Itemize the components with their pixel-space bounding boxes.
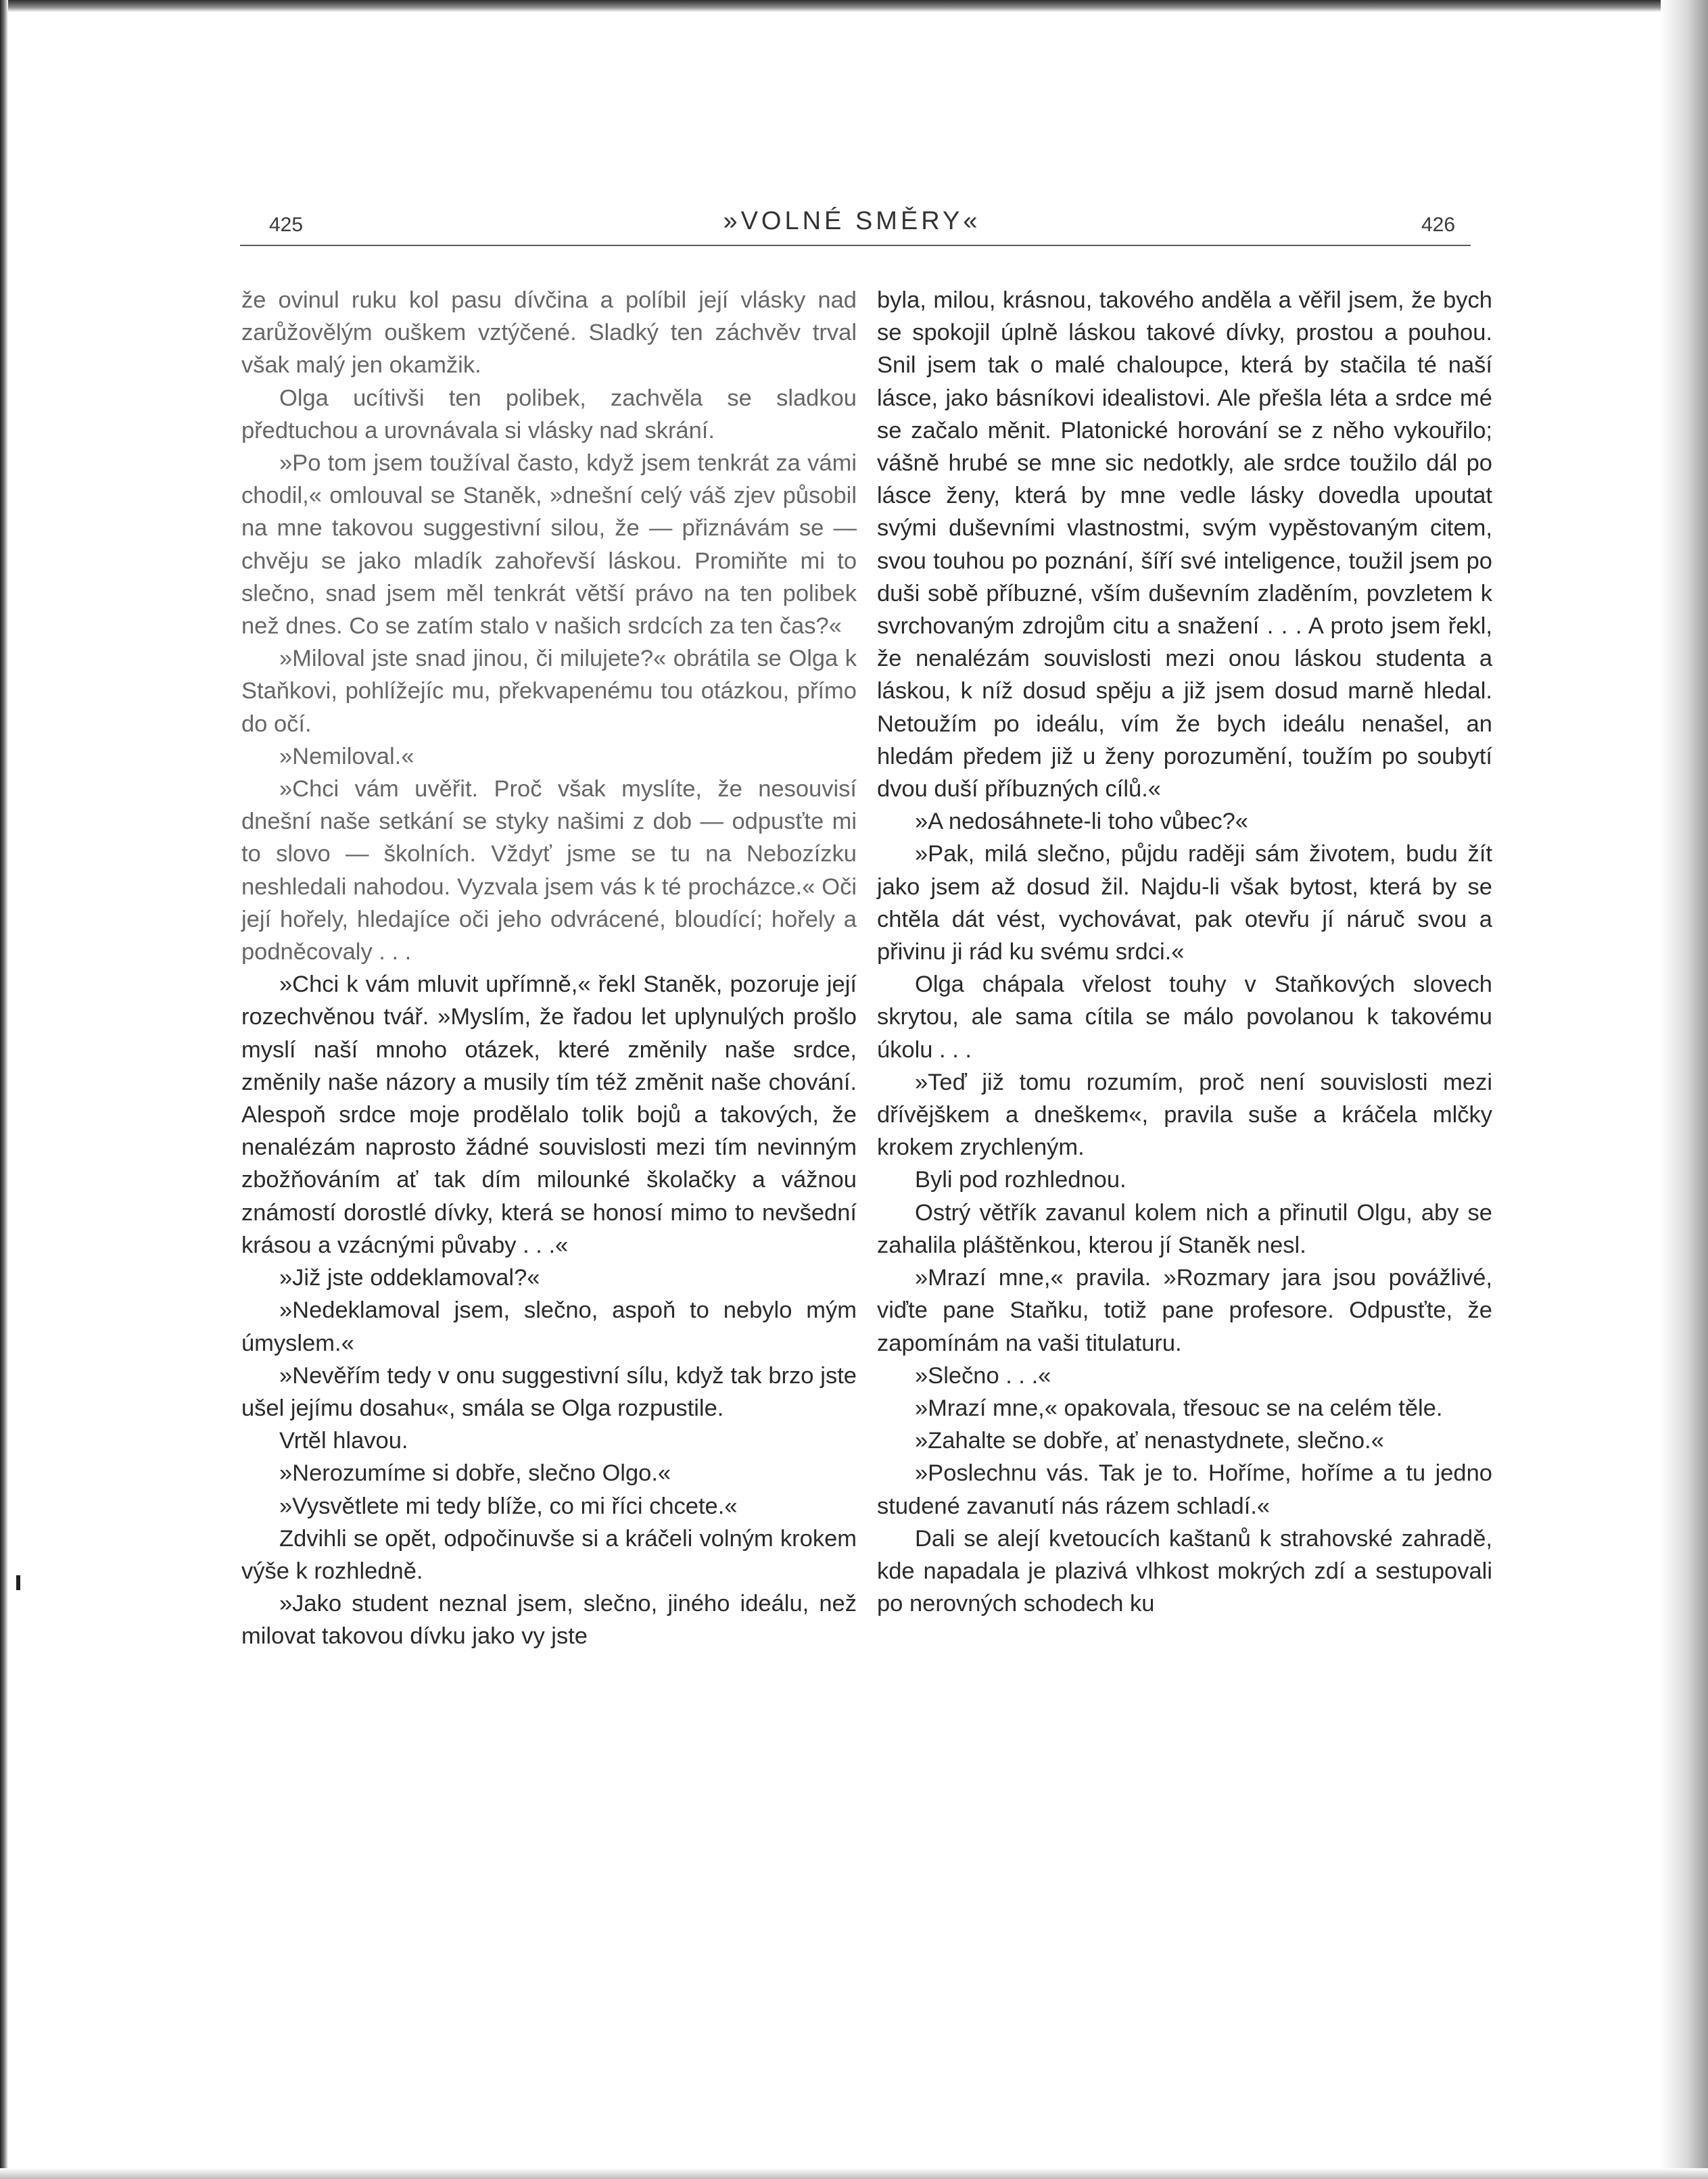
scan-top-edge bbox=[0, 0, 1708, 12]
paragraph: »Mrazí mne,« opakovala, třesouc se na celém těle. bbox=[915, 1395, 1443, 1421]
paragraph: »Jako student neznal jsem, slečno, jiného ideálu, než milovat takovou dívku jako vy jste bbox=[241, 1591, 857, 1650]
paragraph: Olga chápala vřelost touhy v Staňkových slovech skrytou, ale sama cítila se málo povolanou k takovému úkolu . . . bbox=[877, 972, 1492, 1063]
scan-left-edge bbox=[0, 0, 8, 2179]
paragraph: »Chci vám uvěřit. Proč však myslíte, že nesouvisí dnešní naše setkání se styky našimi z dob — odpusťte mi to slovo — školních. Vždyť jsme se tu na Nebozízku neshledali nahodou. Vyzvala jsem vás k té procházce.« Oči její hořely, hledajíce oči jeho odvrácené, bloudící; hořely a podněcovaly . . . bbox=[241, 776, 857, 965]
paragraph: »Nerozumíme si dobře, slečno Olgo.« bbox=[279, 1460, 671, 1487]
paragraph: »Po tom jsem toužíval často, když jsem tenkrát za vámi chodil,« omlouval se Staněk, »dnešní celý váš zjev působil na mne takovou suggestivní silou, že — přiznávám se — chvěju se jako mladík zahořevší láskou. Promiňte mi to slečno, snad jsem měl tenkrát větší právo na ten polibek než dnes. Co se zatím stalo v našich srdcích za ten čas?« bbox=[241, 450, 857, 640]
paragraph: »Již jste oddeklamoval?« bbox=[279, 1265, 540, 1291]
paragraph: »Mrazí mne,« pravila. »Rozmary jara jsou povážlivé, viďte pane Staňku, totiž pane profesore. Odpusťte, že zapomínám na vaši titulaturu. bbox=[877, 1265, 1492, 1356]
paragraph: že ovinul ruku kol pasu dívčina a políbil její vlásky nad zarůžovělým ouškem vztýčené. Sladký ten záchvěv trval však malý jen okamžik. bbox=[241, 287, 857, 379]
paragraph: »Zahalte se dobře, ať nenastydnete, slečno.« bbox=[915, 1428, 1384, 1454]
paragraph: »Nedeklamoval jsem, slečno, aspoň to nebylo mým úmyslem.« bbox=[241, 1297, 857, 1356]
paragraph: Olga ucítivši ten polibek, zachvěla se sladkou předtuchou a urovnávala si vlásky nad skrání. bbox=[241, 385, 857, 444]
paragraph: »Poslechnu vás. Tak je to. Hoříme, hoříme a tu jedno studené zavanutí nás rázem schladí.« bbox=[877, 1460, 1492, 1519]
paragraph: byla, milou, krásnou, takového anděla a věřil jsem, že bych se spokojil úplně láskou takové dívky, prostou a pouhou. Snil jsem tak o malé chaloupce, která by stačila té naší lásce, jako básníkovi idealistovi. Ale přešla léta a srdce mé se začalo měnit. Platonické horování se z něho vykouřilo; vášně hrubé se mne sic nedotkly, ale srdce toužilo dál po lásce ženy, která by mne vedle lásky dovedla upoutat svými duševními vlastnostmi, svým vypěstovaným citem, svou touhou po poznání, šíří své inteligence, toužil jsem po duši sobě příbuzné, vším duševním zladěním, povzletem k svrchovaným zdrojům citu a snažení . . . A proto jsem řekl, že nenalézám souvislosti mezi onou láskou studenta a láskou, k níž dosud spěju a již jsem dosud marně hledal. Netoužím po ideálu, vím že bych ideálu nenašel, an hledám předem již u ženy porozumění, toužím po soubytí dvou duší příbuzných cílů.« bbox=[877, 287, 1492, 803]
paragraph: »Chci k vám mluvit upřímně,« řekl Staněk, pozoruje její rozechvěnou tvář. »Myslím, že řadou let uplynulých prošlo myslí naší mnoho otázek, které změnily naše srdce, změnily naše názory a musily tím též změnit naše chování. Alespoň srdce moje prodělalo tolik bojů a takových, že nenalézám naprosto žádné souvislosti mezi tím nevinným zbožňováním ať tak dím milounké školačky a vážnou známostí dorostlé dívky, která se honosí mimo to nevšední krásou a vzácnými půvaby . . .« bbox=[241, 972, 857, 1258]
running-head: »VOLNÉ SMĚRY« bbox=[723, 207, 981, 235]
paragraph: »Vysvětlete mi tedy blíže, co mi říci chcete.« bbox=[279, 1493, 738, 1519]
left-column bbox=[241, 284, 857, 1653]
page-number-right: 426 bbox=[1421, 214, 1456, 236]
paragraph: Vrtěl hlavou. bbox=[279, 1428, 408, 1454]
right-column bbox=[877, 284, 1492, 1620]
paragraph: »Slečno . . .« bbox=[915, 1362, 1051, 1389]
paragraph: »Miloval jste snad jinou, či milujete?« obrátila se Olga k Staňkovi, pohlížejíc mu, překvapenému tou otázkou, přímo do očí. bbox=[241, 646, 857, 737]
margin-ink-mark bbox=[16, 1575, 20, 1590]
paragraph: »A nedosáhnete-li toho vůbec?« bbox=[915, 809, 1248, 835]
header-rule bbox=[240, 245, 1471, 246]
paragraph: »Teď již tomu rozumím, proč není souvislosti mezi dřívějškem a dneškem«, pravila suše a kráčela mlčky krokem zrychleným. bbox=[877, 1069, 1492, 1161]
paragraph: Byli pod rozhlednou. bbox=[915, 1167, 1126, 1193]
paragraph: Ostrý větřík zavanul kolem nich a přinutil Olgu, aby se zahalila pláštěnkou, kterou jí Staněk nesl. bbox=[877, 1199, 1492, 1258]
paragraph: Zdvihli se opět, odpočinuvše si a kráčeli volným krokem výše k rozhledně. bbox=[241, 1525, 857, 1584]
page-number-left: 425 bbox=[269, 214, 304, 236]
paragraph: »Nevěřím tedy v onu suggestivní sílu, když tak brzo jste ušel jejímu dosahu«, smála se Olga rozpustile. bbox=[241, 1362, 857, 1421]
scan-right-edge bbox=[1661, 0, 1708, 2179]
scan-bottom-edge bbox=[0, 2168, 1708, 2179]
paragraph: Dali se alejí kvetoucích kaštanů k strahovské zahradě, kde napadala je plazivá vlhkost mokrých zdí a sestupovali po nerovných schodech ku bbox=[877, 1525, 1492, 1617]
paragraph: »Nemiloval.« bbox=[279, 743, 414, 769]
paragraph: »Pak, milá slečno, půjdu raději sám životem, budu žít jako jsem až dosud žil. Najdu-li však bytost, která by se chtěla dát vést, vychovávat, pak otevřu jí náruč svou a přivinu ji rád ku svému srdci.« bbox=[877, 841, 1492, 965]
